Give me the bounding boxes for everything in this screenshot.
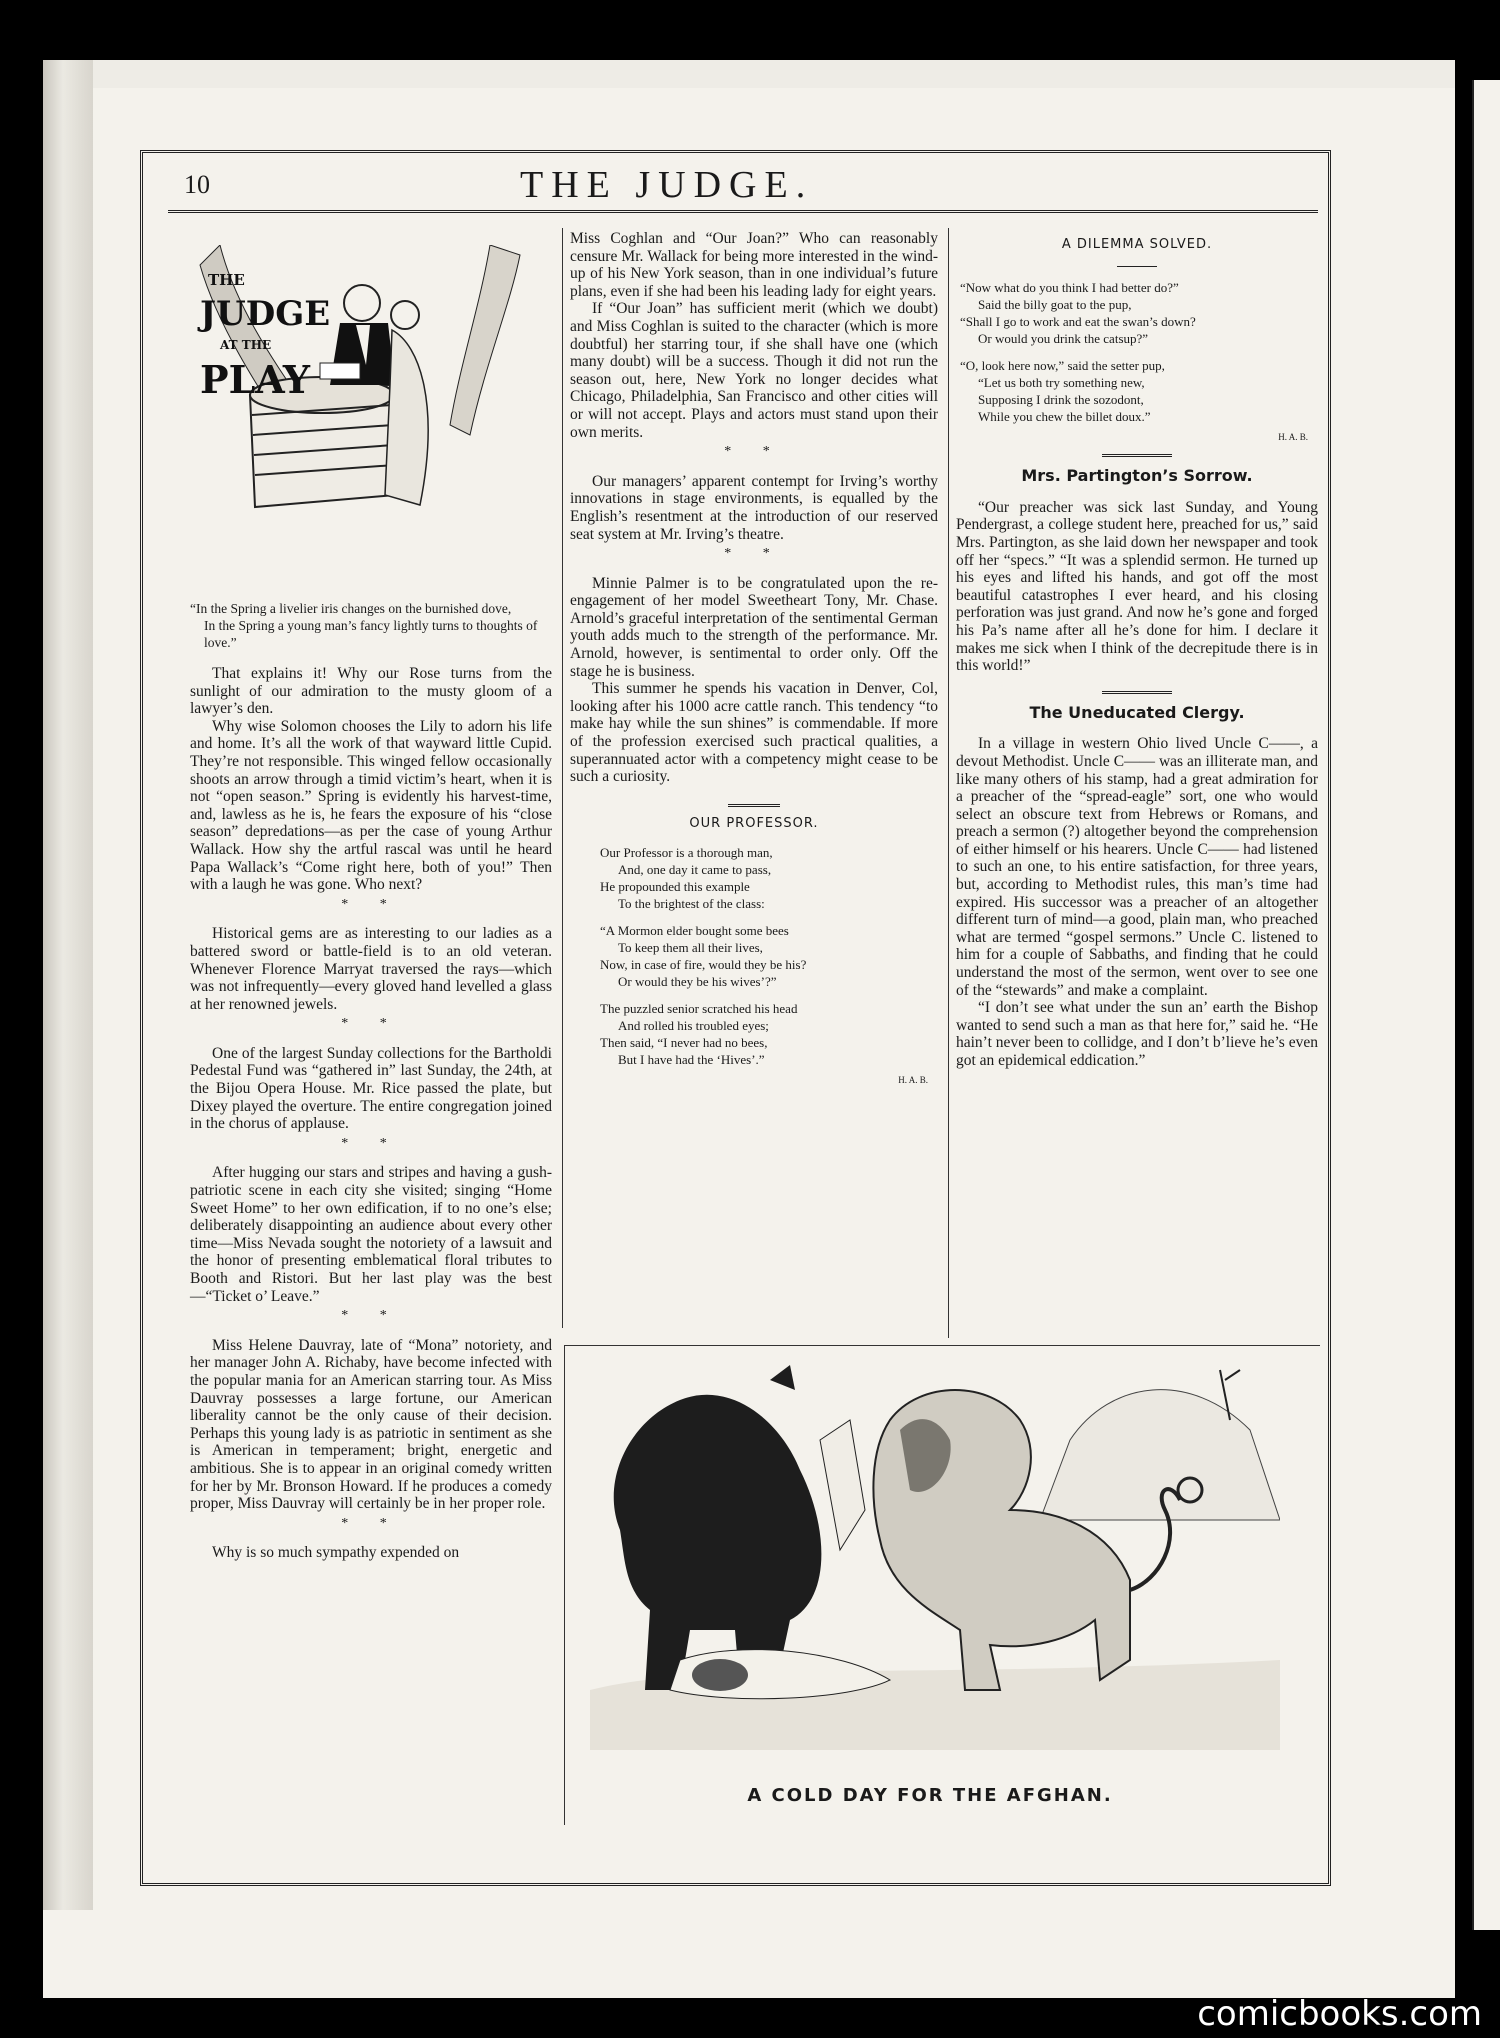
watermark: comicbooks.com <box>1197 1994 1482 2034</box>
illo-title-at-the: AT THE <box>220 338 272 352</box>
verse-line: “Let us both try something new, <box>978 374 1145 390</box>
verse-line: The puzzled senior scratched his head <box>600 1001 798 1017</box>
poem-dilemma-solved <box>956 279 1318 425</box>
poem-title-dilemma: A DILEMMA SOLVED. <box>1061 237 1213 252</box>
section-rule <box>1102 691 1172 694</box>
column-1 <box>190 600 552 1562</box>
verse-line: Now, in case of fire, would they be his? <box>600 957 807 973</box>
col2-paragraph-5: This summer he spends his vacation in Denver, Col, looking after his 1000 acre cattle ranch. This tendency “to make hay while the sun shines” is commendable. If more of the profession exercised such practical qualities, a superannuated actor with a competency might cease to be such a curiosity. <box>570 680 938 786</box>
col1-paragraph-3: Historical gems are as interesting to our ladies as a battered sword or battle-field is to an old veteran. Whenever Florence Marryat traversed the rays—which was not infrequently—every gloved hand levelled a glass at her renowned jewels. <box>190 925 552 1013</box>
verse-line: Then said, “I never had no bees, <box>600 1035 768 1051</box>
verse-line: But I have had the ‘Hives’.” <box>618 1052 765 1068</box>
article-title-partington: Mrs. Partington’s Sorrow. <box>1021 466 1253 486</box>
verse-line: While you chew the billet doux.” <box>978 408 1151 424</box>
col3-paragraph-3: “I don’t see what under the sun an’ earth the Bishop wanted to send such a man as that here for,” said he. “He hain’t never been to collidge, and I don’t b’lieve he’s even got an epidemical eddication.” <box>956 999 1318 1069</box>
verse-line: To the brightest of the class: <box>618 896 765 912</box>
column-2 <box>570 230 938 1096</box>
verse-line: “Now what do you think I had better do?” <box>960 279 1179 295</box>
book-binding <box>43 60 93 1910</box>
verse-line: “A Mormon elder bought some bees <box>600 923 789 939</box>
poem-signature: H. A. B. <box>898 1075 928 1086</box>
column-3 <box>956 230 1318 1070</box>
verse-line: And, one day it came to pass, <box>618 862 772 878</box>
column-rule-1 <box>562 228 563 1328</box>
verse-line: Or would they be his wives’?” <box>618 974 777 990</box>
section-stars: * * <box>341 1135 401 1151</box>
section-stars: * * <box>341 896 401 912</box>
section-rule <box>728 804 780 807</box>
illo-title-the: THE <box>208 271 245 289</box>
col3-paragraph-1: “Our preacher was sick last Sunday, and Young Pendergrast, a college student here, preached for us,” said Mrs. Partington, as she laid down her newspaper and took off her “specs.” “It was a splendid sermon. He turned up his eyes and lifted his hands, and got off the most beautiful catastrophes I ever heard, and his closing perforation was just grand. And now he’s gone and forged his Pa’s name after all he’s done for him. I declare it makes me sick when I think of the decrepitude there is in this world!” <box>956 498 1318 675</box>
poem-signature: H. A. B. <box>1278 431 1308 442</box>
section-stars: * * <box>724 546 784 562</box>
col1-paragraph-2: Why wise Solomon chooses the Lily to adorn his life and home. It’s all the work of that wayward little Cupid. They’re not responsible. This winged fellow occasionally shoots an arrow through a timid victim’s heart, when it is not “open season.” Spring is evidently his harvest-time, and, lawless as he is, he fears the exposure of his “close season” depredations—as per the case of young Arthur Wallack. How shy the artful rascal was until he heard Papa Wallack’s “Come right here, both of you!” Then with a laugh he was gone. Who next? <box>190 717 552 894</box>
section-rule <box>1102 454 1172 457</box>
masthead-rule <box>168 210 1318 213</box>
col1-paragraph-4: One of the largest Sunday collections for the Bartholdi Pedestal Fund was “gathered in” last Sunday, the 24th, at the Bijou Opera House. Mr. Rice passed the plate, but Dixey played the overture. The entire congregation joined in the chorus of applause. <box>190 1044 552 1133</box>
col1-paragraph-1: That explains it! Why our Rose turns from the sunlight of our admiration to the musty gloom of a lawyer’s den. <box>190 665 552 718</box>
section-stars: * * <box>724 444 784 460</box>
verse-line: Said the billy goat to the pup, <box>978 296 1132 312</box>
cartoon-top-rule <box>565 1345 1320 1346</box>
page-number: 10 <box>184 170 210 199</box>
caption-line-1: “In the Spring a livelier iris changes on the burnished dove, <box>190 601 512 616</box>
col1-paragraph-5: After hugging our stars and stripes and having a gush-patriotic scene in each city she visited; singing “Home Sweet Home” to her own edification, if to no one’s else; deliberately disappointing an audience about every other time—Miss Nevada sought the notoriety of a lawsuit and the honor of presenting emblematical floral tributes to Booth and Ristori. But her last play was the best —“Ticket o’ Leave.” <box>190 1164 552 1305</box>
poem-our-professor <box>570 844 938 1068</box>
masthead-title: THE JUDGE. <box>520 164 814 206</box>
article-title-clergy: The Uneducated Clergy. <box>1029 702 1245 722</box>
illustration-caption <box>190 600 552 651</box>
next-page-edge <box>1472 80 1500 1930</box>
column-rule-2 <box>948 228 949 1338</box>
verse-line: “Shall I go to work and eat the swan’s down? <box>960 313 1196 329</box>
section-stars: * * <box>341 1515 401 1531</box>
section-stars: * * <box>341 1016 401 1032</box>
verse-line: Supposing I drink the sozodont, <box>978 391 1144 407</box>
illo-title-play: PLAY <box>200 357 311 402</box>
poem-title: OUR PROFESSOR. <box>689 815 819 831</box>
col2-paragraph-4: Minnie Palmer is to be congratulated upon the re-engagement of her model Sweetheart Tony, Mr. Chase. Arnold’s graceful interpretation of the sentimental German youth adds much to the strength of the performance. Mr. Arnold, however, is sentimental to order only. Off the stage he is business. <box>570 574 938 680</box>
col2-paragraph-1: Miss Coghlan and “Our Joan?” Who can reasonably censure Mr. Wallack for being more interested in the wind-up of his New York season, than in one individual’s future plans, even if she had been his leading lady for eight years. <box>570 230 938 300</box>
verse-line: And rolled his troubled eyes; <box>618 1018 769 1034</box>
verse-line: To keep them all their lives, <box>618 940 763 956</box>
judge-at-the-play-illustration <box>180 245 540 585</box>
cartoon-caption: A COLD DAY FOR THE AFGHAN. <box>747 1785 1113 1806</box>
illo-title-judge: JUDGE <box>200 294 331 334</box>
col1-paragraph-7: Why is so much sympathy expended on <box>212 1544 460 1562</box>
caption-line-2: In the Spring a young man’s fancy lightly turns to thoughts of love.” <box>204 618 538 650</box>
col1-paragraph-6: Miss Helene Dauvray, late of “Mona” notoriety, and her manager John A. Richaby, have become infected with the popular mania for an American starring tour. As Miss Dauvray possesses a large fortune, our American liberality cannot be the only cause of their decision. Perhaps this young lady is as patriotic in sentiment as she is American in temperament; bright, energetic and ambitious. She is to appear in an original comedy written for her by Mr. Bronson Howard. If he produces a comedy proper, Miss Dauvray will certainly be in her proper role. <box>190 1336 552 1513</box>
col3-paragraph-2: In a village in western Ohio lived Uncle C——, a devout Methodist. Uncle C—— was an illiterate man, and like many others of his stamp, had a great admiration for a preacher of the “spread-eagle” sort, one who would select an obscure text from Hebrews or Romans, and preach a sermon (?) altogether beyond the comprehension of either himself or his hearers. Uncle C—— had listened to such an one, to his entire satisfaction, for three years, but, according to Methodist rules, this man’s time had expired. His successor was a preacher of an altogether different turn of mind—a good, plain man, who preached what are termed “gospel sermons.” Uncle C. listened to him for a couple of Sabbaths, and finding that he could understand the most of the sermon, went over to see one of the “stewards” and make a complaint. <box>956 735 1318 999</box>
verse-line: Our Professor is a thorough man, <box>600 845 773 861</box>
column-rule-1b <box>564 1345 565 1825</box>
verse-line: “O, look here now,” said the setter pup, <box>960 357 1165 373</box>
bear-and-lion-cartoon <box>590 1360 1280 1750</box>
section-stars: * * <box>341 1308 401 1324</box>
col2-paragraph-2: If “Our Joan” has sufficient merit (which we doubt) and Miss Coghlan is suited to the character (which is more doubtful) her starring tour, if she shall have one (which many doubt) will be a success. Though it did not run the season out, here, New York no longer decides what Chicago, Philadelphia, San Francisco and other cities will or will not accept. Plays and actors must stand upon their own merits. <box>570 300 938 441</box>
col2-paragraph-3: Our managers’ apparent contempt for Irving’s worthy innovations in stage environments, is equalled by the English’s resentment at the introduction of our reserved seat system at Mr. Irving’s theatre. <box>570 472 938 543</box>
verse-line: He propounded this example <box>600 879 750 895</box>
verse-line: Or would you drink the catsup?” <box>978 330 1149 346</box>
